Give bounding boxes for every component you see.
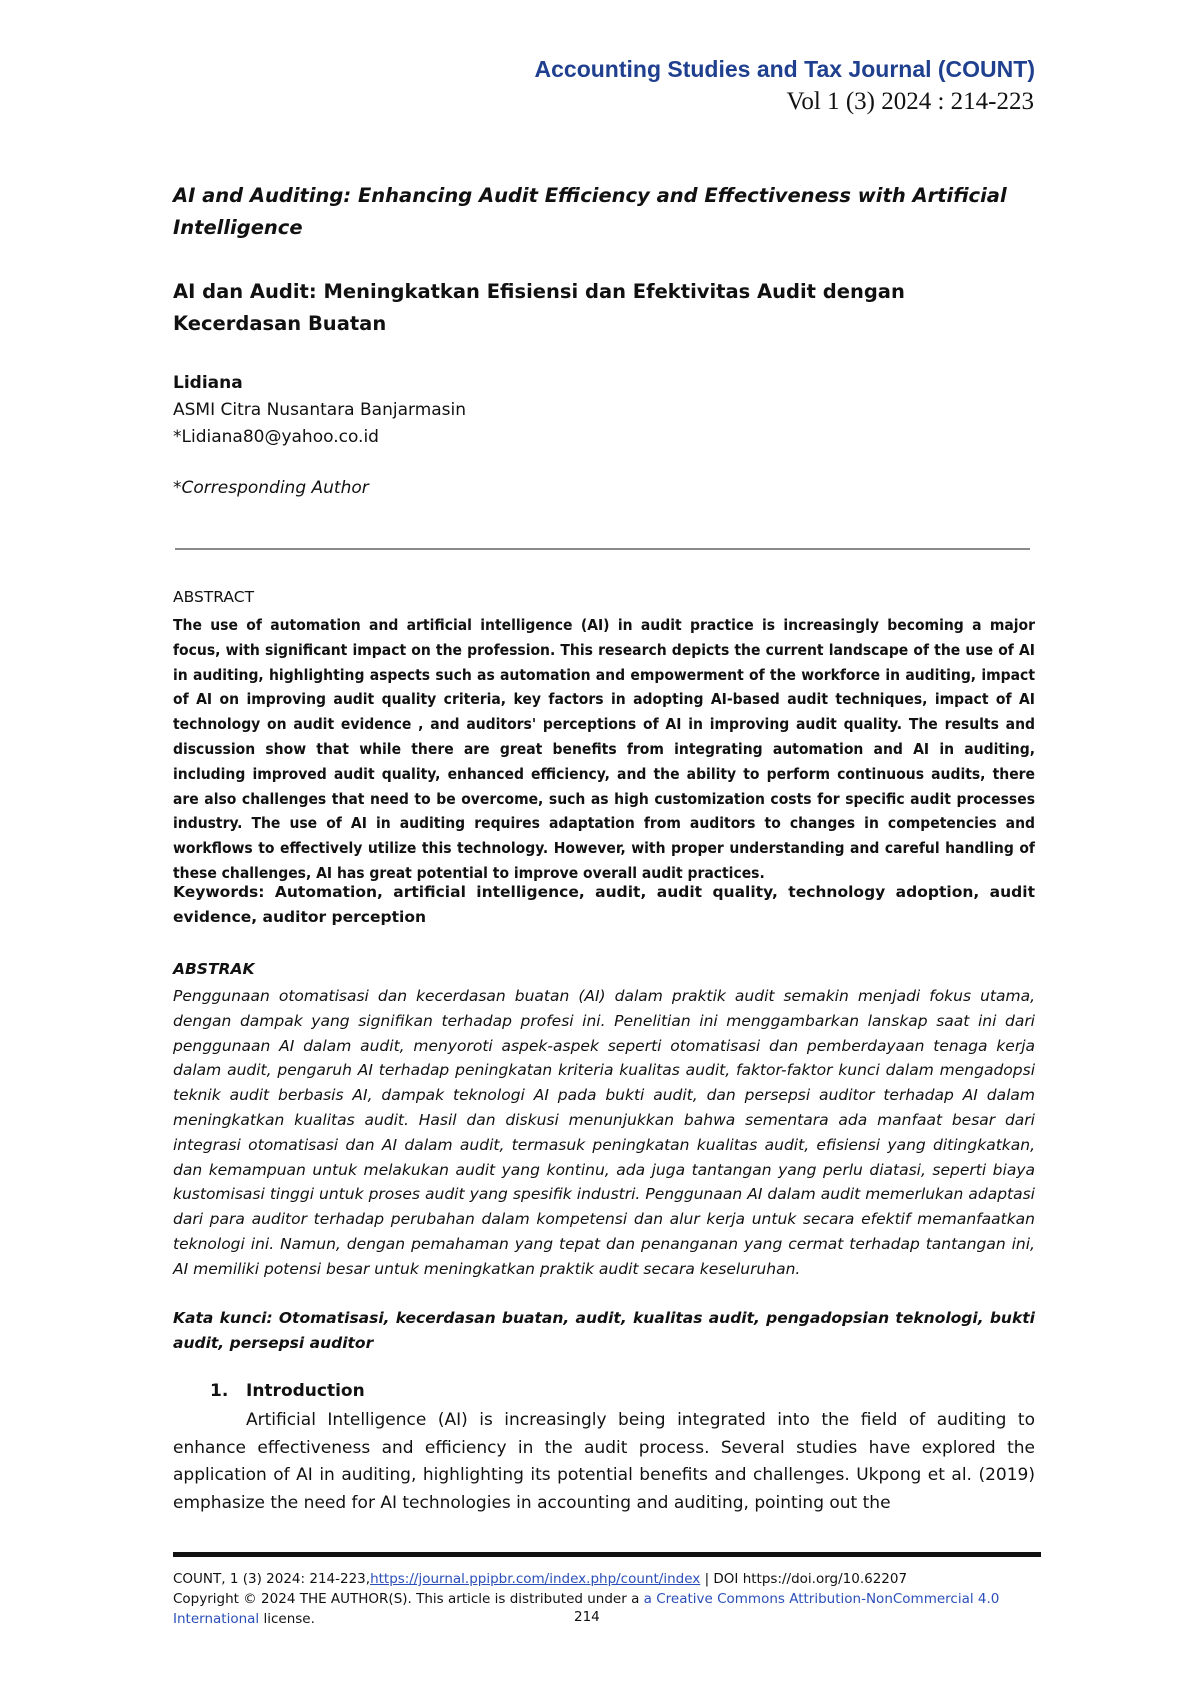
- divider: [175, 548, 1030, 550]
- journal-name: Accounting Studies and Tax Journal (COUNT): [534, 56, 1035, 82]
- abstract-body: The use of automation and artificial intelligence (AI) in audit practice is increasingly becoming a major focus, with significant impact on the profession. This research depicts the current landscape of the use of AI in auditing, highlighting aspects such as automation and empowerment of the workforce in auditing, impact of AI on improving audit quality criteria, key factors in adopting AI-based audit techniques, impact of AI technology on audit evidence , and auditors' perceptions of AI in improving audit quality. The results and discussion show that while there are great benefits from integrating automation and AI in auditing, including improved audit quality, enhanced efficiency, and the ability to perform continuous audits, there are also challenges that need to be overcome, such as high customization costs for specific audit processes industry. The use of AI in auditing requires adaptation from auditors to changes in competencies and workflows to effectively utilize this technology. However, with proper understanding and careful handling of these challenges, AI has great potential to improve overall audit practices.: [173, 616, 1035, 882]
- author-affiliation: ASMI Citra Nusantara Banjarmasin: [173, 400, 467, 420]
- footer-copyright: Copyright © 2024 THE AUTHOR(S). This article is distributed under a: [173, 1591, 640, 1607]
- footer-citation: COUNT, 1 (3) 2024: 214-223,: [173, 1571, 371, 1587]
- section-title: Introduction: [246, 1381, 365, 1401]
- footer: [173, 1569, 1053, 1629]
- footer-rule: [173, 1552, 1041, 1557]
- author-block: [173, 370, 466, 451]
- abstrak-heading: ABSTRAK: [173, 960, 255, 978]
- abstrak-body: Penggunaan otomatisasi dan kecerdasan buatan (AI) dalam praktik audit semakin menjadi fokus utama, dengan dampak yang signifikan terhadap profesi ini. Penelitian ini menggambarkan lanskap saat ini dari penggunaan AI dalam audit, menyoroti aspek-aspek seperti otomatisasi dan pemberdayaan tenaga kerja dalam audit, pengaruh AI terhadap peningkatan kriteria kualitas audit, faktor-faktor kunci dalam mengadopsi teknik audit berbasis AI, dampak teknologi AI pada bukti audit, dan persepsi auditor terhadap AI dalam meningkatkan kualitas audit. Hasil dan diskusi menunjukkan bahwa sementara ada manfaat besar dari integrasi otomatisasi dan AI dalam audit, termasuk peningkatan kualitas audit, efisiensi yang ditingkatkan, dan kemampuan untuk melakukan audit yang kontinu, ada juga tantangan yang perlu diatasi, seperti biaya kustomisasi tinggi untuk proses audit yang spesifik industri. Penggunaan AI dalam audit memerlukan adaptasi dari para auditor terhadap perubahan dalam kompetensi dan alur kerja untuk secara efektif memanfaatkan teknologi ini. Namun, dengan pemahaman yang tepat dan penanganan yang cermat terhadap tantangan ini, AI memiliki potensi besar untuk meningkatkan praktik audit secara keseluruhan.: [173, 987, 1035, 1278]
- corresponding-author-note: *Corresponding Author: [173, 478, 369, 498]
- title-indonesian: AI dan Audit: Meningkatkan Efisiensi dan Efektivitas Audit dengan Kecerdasan Buatan: [173, 280, 905, 335]
- section-heading-introduction: [210, 1381, 365, 1401]
- kata-kunci: Kata kunci: Otomatisasi, kecerdasan buatan, audit, kualitas audit, pengadopsian teknologi, bukti audit, persepsi auditor: [173, 1309, 1035, 1352]
- footer-copyright-line: [173, 1589, 1053, 1629]
- introduction-body: Artificial Intelligence (AI) is increasingly being integrated into the field of auditing to enhance effectiveness and efficiency in the audit process. Several studies have explored the application of AI in auditing, highlighting its potential benefits and challenges. Ukpong et al. (2019) emphasize the need for AI technologies in accounting and auditing, pointing out the: [173, 1410, 1035, 1513]
- author-email[interactable]: *Lidiana80@yahoo.co.id: [173, 427, 379, 447]
- title-english: AI and Auditing: Enhancing Audit Efficiency and Effectiveness with Artificial Intelligence: [173, 184, 1007, 239]
- page-number: 214: [574, 1609, 600, 1625]
- footer-citation-line: [173, 1569, 1053, 1589]
- license-suffix: license.: [263, 1611, 315, 1627]
- author-name: Lidiana: [173, 373, 243, 393]
- section-number: 1.: [210, 1381, 229, 1401]
- abstract-heading: ABSTRACT: [173, 588, 255, 606]
- footer-doi: | DOI https://doi.org/10.62207: [704, 1571, 908, 1587]
- license-link[interactable]: a Creative Commons Attribution-NonCommercial 4.0 International: [173, 1591, 1000, 1627]
- journal-link[interactable]: https://journal.ppipbr.com/index.php/count/index: [370, 1571, 701, 1587]
- keywords: Keywords: Automation, artificial intelligence, audit, audit quality, technology adoption, audit evidence, auditor perception: [173, 883, 1035, 926]
- journal-volume: Vol 1 (3) 2024 : 214-223: [786, 88, 1034, 115]
